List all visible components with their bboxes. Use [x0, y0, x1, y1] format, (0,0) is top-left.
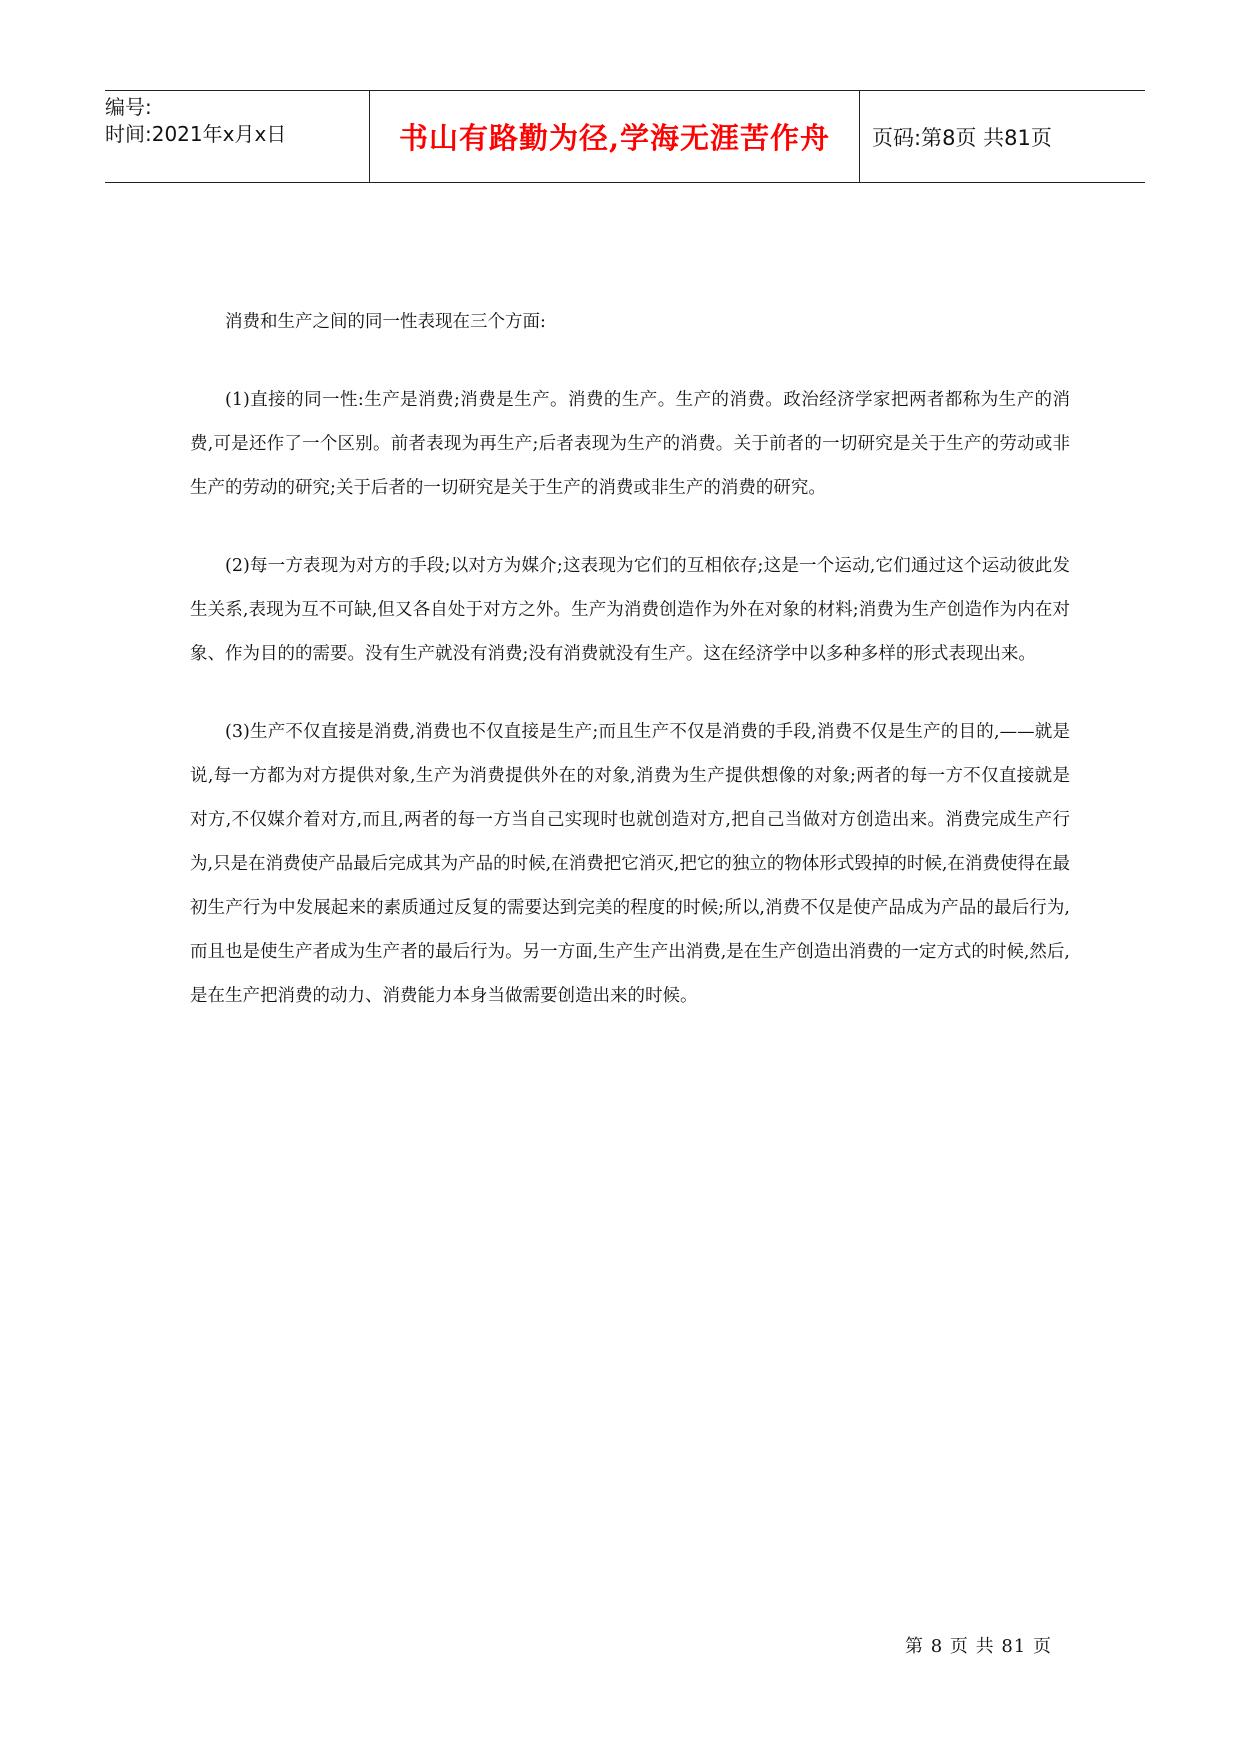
document-body — [190, 300, 1070, 1052]
paragraph: 消费和生产之间的同一性表现在三个方面: — [225, 312, 546, 332]
page-header — [105, 90, 1145, 183]
header-motto: 书山有路勤为径,学海无涯苦作舟 — [370, 91, 860, 182]
paragraph: (1)直接的同一性:生产是消费;消费是生产。消费的生产。生产的消费。政治经济学家把两者都称为生产的消费,可是还作了一个区别。前者表现为再生产;后者表现为生产的消费。关于前者的一切研究是关于生产的劳动或非生产的劳动的研究;关于后者的一切研究是关于生产的消费或非生产的消费的研究。 — [190, 390, 1070, 498]
header-meta — [105, 91, 370, 182]
doc-number-label: 编号: — [105, 95, 152, 119]
page-footer: 第 8 页 共 81 页 — [905, 1636, 1052, 1657]
doc-time-label: 时间:2021年x月x日 — [105, 122, 287, 146]
paragraph: (3)生产不仅直接是消费,消费也不仅直接是生产;而且生产不仅是消费的手段,消费不仅是生产的目的,——就是说,每一方都为对方提供对象,生产为消费提供外在的对象,消费为生产提供想像的对象;两者的每一方不仅直接就是对方,不仅媒介着对方,而且,两者的每一方当自己实现时也就创造对方,把自己当做对方创造出来。消费完成生产行为,只是在消费使产品最后完成其为产品的时候,在消费把它消灭,把它的独立的物体形式毁掉的时候,在消费使得在最初生产行为中发展起来的素质通过反复的需要达到完美的程度的时候;所以,消费不仅是使产品成为产品的最后行为,而且也是使生产者成为生产者的最后行为。另一方面,生产生产出消费,是在生产创造出消费的一定方式的时候,然后,是在生产把消费的动力、消费能力本身当做需要创造出来的时候。 — [190, 722, 1070, 1006]
header-page-info: 页码:第8页 共81页 — [872, 125, 1052, 150]
paragraph: (2)每一方表现为对方的手段;以对方为媒介;这表现为它们的互相依存;这是一个运动,它们通过这个运动彼此发生关系,表现为互不可缺,但又各自处于对方之外。生产为消费创造作为外在对象的材料;消费为生产创造作为内在对象、作为目的的需要。没有生产就没有消费;没有消费就没有生产。这在经济学中以多种多样的形式表现出来。 — [190, 556, 1070, 664]
